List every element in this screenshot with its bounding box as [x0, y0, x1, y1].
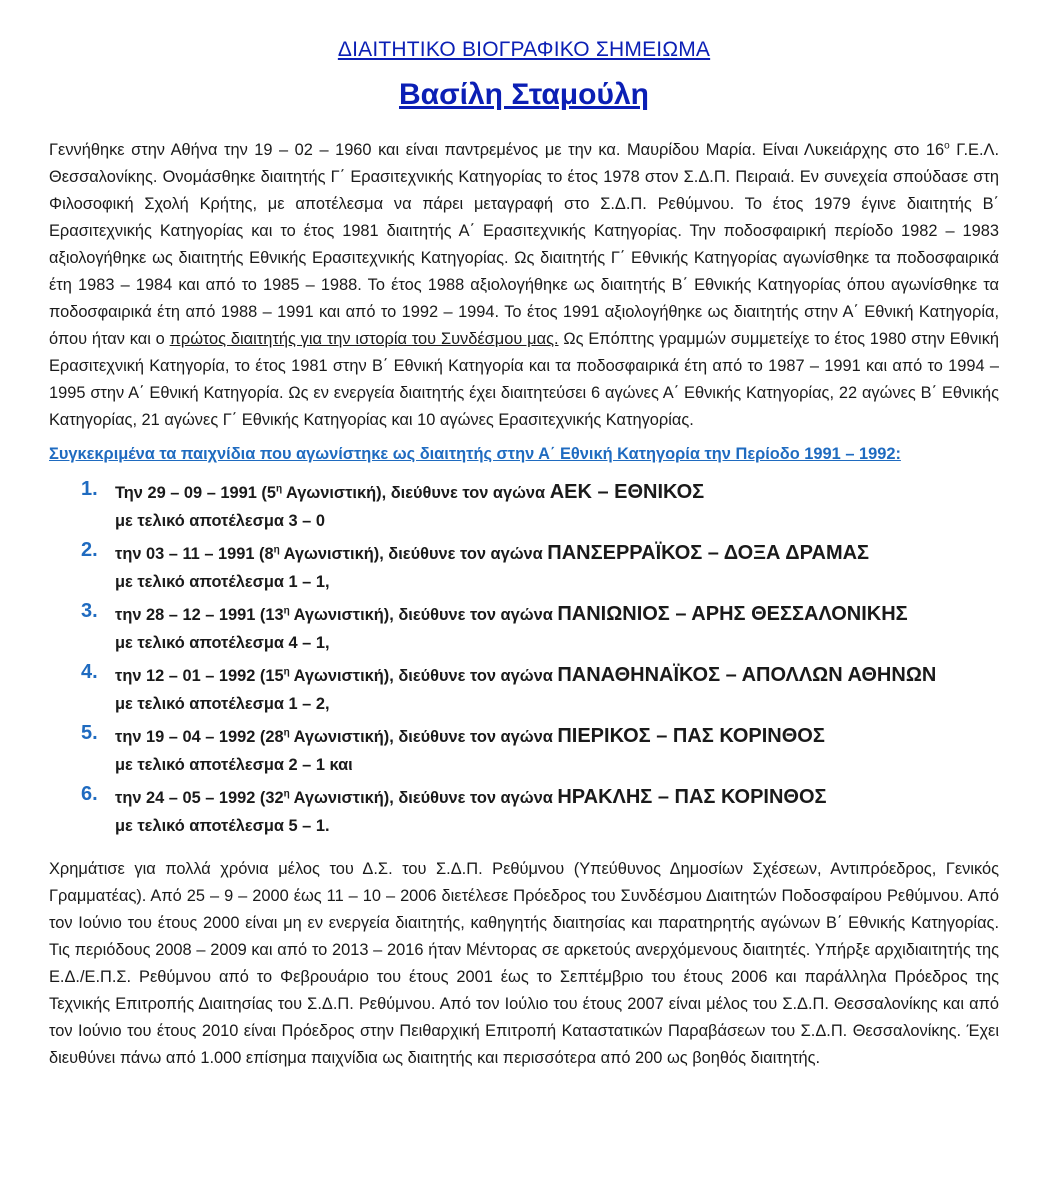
match-number: 6. [81, 783, 98, 805]
match-item [49, 660, 999, 717]
match-result: με τελικό αποτέλεσμα 3 – 0 [115, 512, 325, 530]
ordinal-superscript: η [283, 788, 290, 800]
match-item [49, 477, 999, 534]
match-round-text: Αγωνιστική), διεύθυνε τον αγώνα [289, 667, 558, 685]
match-date-text: Την 29 – 09 – 1991 (5 [115, 484, 276, 502]
bio-text-3: Ως Επόπτης γραμμών συμμετείχε το έτος 1980 στην Εθνική Ερασιτεχνική Κατηγορία, το έτος 1981 στην Β΄ Εθνική Κατηγορία και τα ποδοσφαιρικά έτη από το 1987 – 1991 και από το 1994 – 1995 στην Α΄ Εθνική Κατηγορία. Ως εν ενεργεία διαιτητής έχει διαιτητεύσει 6 αγώνες Α΄ Εθνικής Κατηγορίας, 22 αγώνες Β΄ Εθνικής Κατηγορίας, 21 αγώνες Γ΄ Εθνικής Κατηγορίας και 10 αγώνες Ερασιτεχνικής Κατηγορίας. [49, 330, 1000, 429]
matches-heading: Συγκεκριμένα τα παιχνίδια που αγωνίστηκε ως διαιτητής στην Α΄ Εθνική Κατηγορία την Περίοδο 1991 – 1992: [49, 445, 901, 463]
match-item [49, 599, 999, 656]
ordinal-superscript: η [283, 727, 290, 739]
match-number: 3. [81, 600, 98, 622]
document-title: ΔΙΑΙΤΗΤΙΚΟ ΒΙΟΓΡΑΦΙΚΟ ΣΗΜΕΙΩΜΑ [337, 38, 711, 61]
match-number: 2. [81, 539, 98, 561]
match-date-text: την 12 – 01 – 1992 (15 [115, 667, 284, 685]
bio-text-2: Γ.Ε.Λ. Θεσσαλονίκης. Ονομάσθηκε διαιτητής Γ΄ Ερασιτεχνικής Κατηγορίας το έτος 1978 στον Σ.Δ.Π. Πειραιά. Εν συνεχεία σπούδασε στη Φιλοσοφική Σχολή Κρήτης, με αποτέλεσμα να πάρει μεταγραφή στο Σ.Δ.Π. Ρεθύμνου. Το έτος 1979 έγινε διαιτητής Β΄ Ερασιτεχνικής Κατηγορίας και το έτος 1981 διαιτητής Α΄ Ερασιτεχνικής Κατηγορίας. Την ποδοσφαιρική περίοδο 1982 – 1983 αξιολογήθηκε ως διαιτητής Εθνικής Ερασιτεχνικής Κατηγορίας. Ως διαιτητής Γ΄ Εθνικής Κατηγορίας αγωνίσθηκε τα ποδοσφαιρικά έτη 1983 – 1984 και από το 1985 – 1988. Το έτος 1988 αξιολογήθηκε ως διαιτητής Β΄ Εθνικής Κατηγορίας όπου αγωνίσθηκε τα ποδοσφαιρικά έτη από 1988 – 1991 και από το 1992 – 1994. Το έτος 1991 αξιολογήθηκε ως διαιτητής στην Α΄ Εθνική Κατηγορία, όπου ήταν και ο [49, 141, 999, 348]
match-description [115, 538, 999, 569]
match-teams: ΠΑΝΙΩΝΙΟΣ – ΑΡΗΣ ΘΕΣΣΑΛΟΝΙΚΗΣ [557, 603, 908, 625]
match-teams: ΠΑΝΑΘΗΝΑΪΚΟΣ – ΑΠΟΛΛΩΝ ΑΘΗΝΩΝ [557, 664, 937, 686]
match-description [115, 477, 999, 508]
match-item [49, 721, 999, 778]
match-round-text: Αγωνιστική), διεύθυνε τον αγώνα [289, 606, 558, 624]
match-description [115, 782, 999, 813]
ordinal-superscript: η [273, 544, 280, 556]
bio-paragraph-2: Χρημάτισε για πολλά χρόνια μέλος του Δ.Σ. του Σ.Δ.Π. Ρεθύμνου (Υπεύθυνος Δημοσίων Σχέσεων, Αντιπρόεδρος, Γενικός Γραμματέας). Από 25 – 9 – 2000 έως 11 – 10 – 2006 διετέλεσε Πρόεδρος του Συνδέσμου Διαιτητών Ποδοσφαίρου Ρεθύμνου. Από τον Ιούνιο του έτους 2000 είναι μη εν ενεργεία διαιτητής, καθηγητής διαιτησίας και παρατηρητής αγώνων Β΄ Εθνικής Κατηγορίας. Τις περιόδους 2008 – 2009 και από το 2013 – 2016 ήταν Μέντορας σε αρκετούς ανερχόμενους διαιτητές. Υπήρξε αρχιδιαιτητής της Ε.Δ./Ε.Π.Σ. Ρεθύμνου από το Φεβρουάριο του έτους 2001 έως το Σεπτέμβριο του έτους 2006 και παράλληλα Πρόεδρος της Τεχνικής Επιτροπής Διαιτησίας του Σ.Δ.Π. Ρεθύμνου. Από τον Ιούλιο του έτους 2007 είναι μέλος του Σ.Δ.Π. Θεσσαλονίκης και από τον Ιούνιο του έτους 2010 είναι Πρόεδρος στην Πειθαρχική Επιτροπή Καταστατικών Παραβάσεων του Σ.Δ.Π. Θεσσαλονίκης. Έχει διευθύνει πάνω από 1.000 επίσημα παιχνίδια ως διαιτητής και περισσότερα από 200 ως βοηθός διαιτητής. [49, 860, 999, 1067]
ordinal-superscript: ο [944, 140, 950, 152]
match-teams: ΗΡΑΚΛΗΣ – ΠΑΣ ΚΟΡΙΝΘΟΣ [557, 786, 827, 808]
match-item [49, 538, 999, 595]
match-teams: ΠΙΕΡΙΚΟΣ – ΠΑΣ ΚΟΡΙΝΘΟΣ [557, 725, 825, 747]
match-round-text: Αγωνιστική), διεύθυνε τον αγώνα [289, 789, 558, 807]
ordinal-superscript: η [283, 605, 290, 617]
match-description [115, 660, 999, 691]
match-item [49, 782, 999, 839]
bio-underlined-text: πρώτος διαιτητής για την ιστορία του Συνδέσμου μας. [169, 330, 559, 348]
match-date-text: την 03 – 11 – 1991 (8 [115, 545, 274, 563]
match-date-text: την 28 – 12 – 1991 (13 [115, 606, 284, 624]
bio-text-1: Γεννήθηκε στην Αθήνα την 19 – 02 – 1960 και είναι παντρεμένος με την κα. Μαυρίδου Μαρία. Είναι Λυκειάρχης στο 16 [49, 141, 945, 159]
match-round-text: Αγωνιστική), διεύθυνε τον αγώνα [289, 728, 558, 746]
ordinal-superscript: η [275, 483, 283, 495]
match-result: με τελικό αποτέλεσμα 1 – 1, [115, 573, 330, 591]
match-date-text: την 24 – 05 – 1992 (32 [115, 789, 284, 807]
match-description [115, 721, 999, 752]
matches-list [49, 477, 999, 839]
match-round-text: Αγωνιστική), διεύθυνε τον αγώνα [279, 545, 548, 563]
match-result: με τελικό αποτέλεσμα 1 – 2, [115, 695, 330, 713]
match-teams: ΑΕΚ – ΕΘΝΙΚΟΣ [549, 481, 705, 503]
match-date-text: την 19 – 04 – 1992 (28 [115, 728, 284, 746]
ordinal-superscript: η [283, 666, 290, 678]
match-result: με τελικό αποτέλεσμα 4 – 1, [115, 634, 330, 652]
referee-name: Βασίλη Σταμούλη [399, 78, 649, 111]
match-teams: ΠΑΝΣΕΡΡΑΪΚΟΣ – ΔΟΞΑ ΔΡΑΜΑΣ [547, 542, 870, 564]
match-round-text: Αγωνιστική), διεύθυνε τον αγώνα [282, 484, 550, 502]
match-description [115, 599, 999, 630]
document-page [49, 38, 999, 1072]
match-result: με τελικό αποτέλεσμα 5 – 1. [115, 817, 330, 835]
match-number: 4. [81, 661, 98, 683]
match-number: 1. [81, 478, 98, 500]
match-result: με τελικό αποτέλεσμα 2 – 1 και [115, 756, 353, 774]
match-number: 5. [81, 722, 98, 744]
bio-paragraph-1 [49, 137, 999, 434]
